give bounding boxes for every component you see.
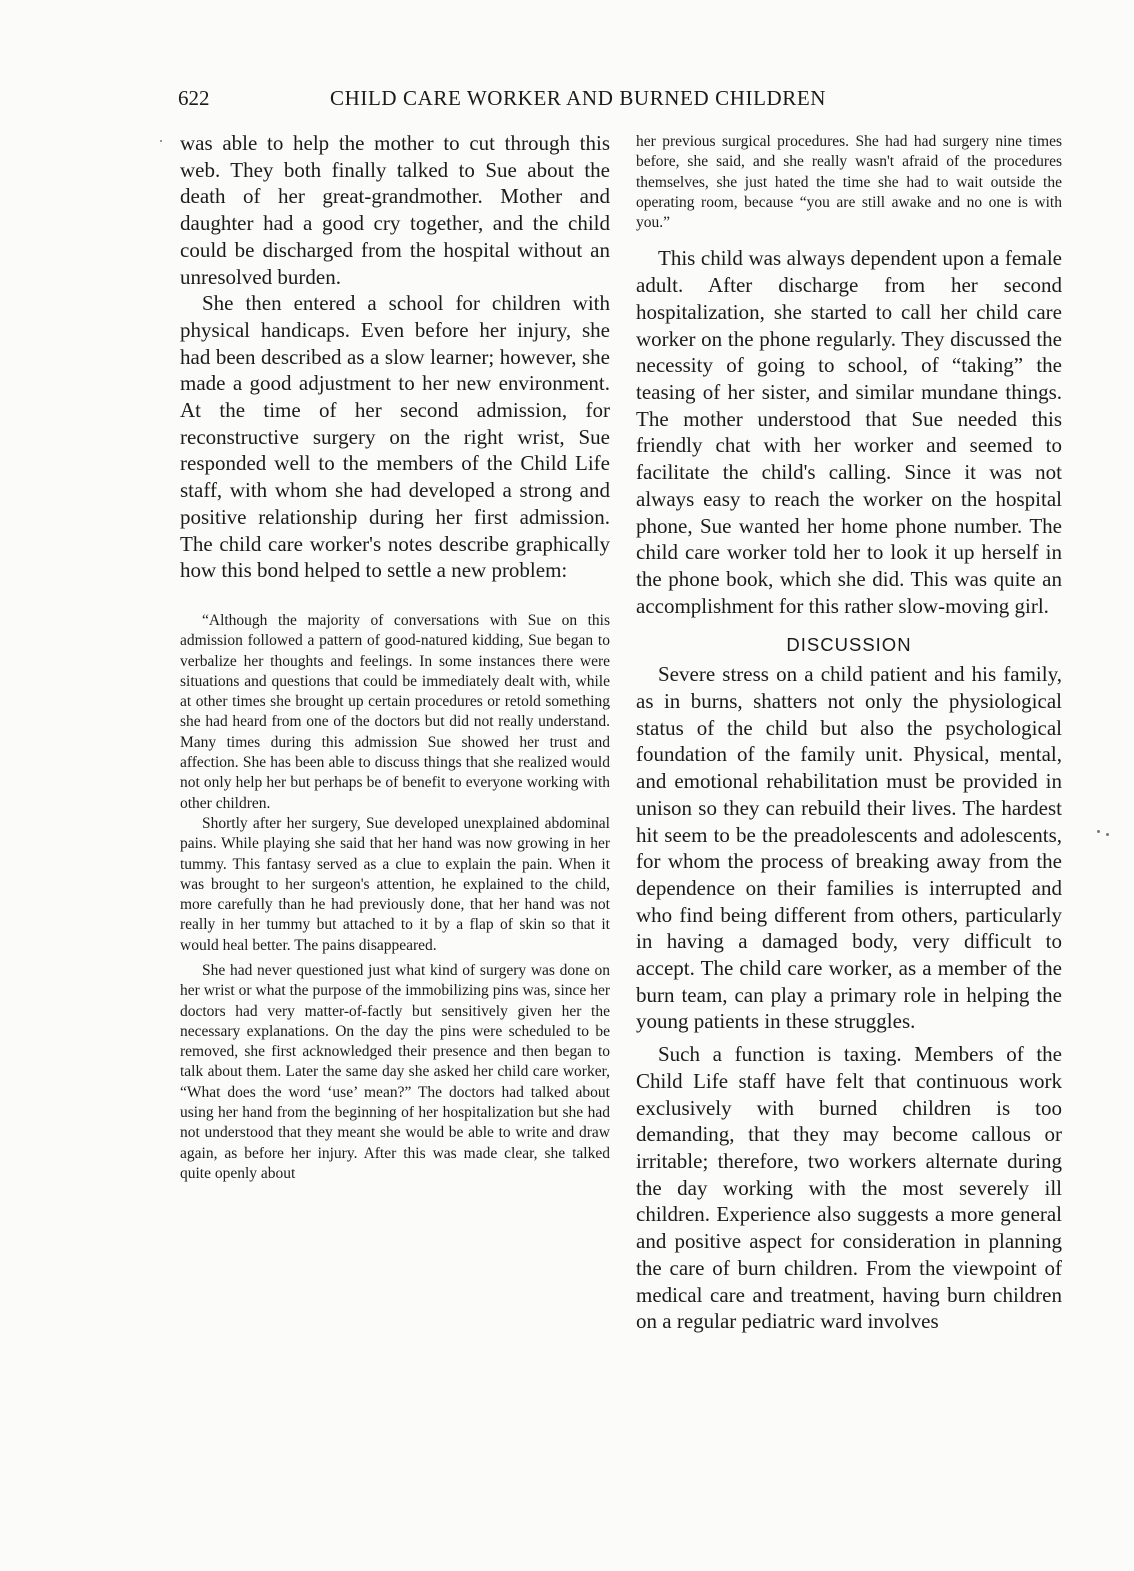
scan-speck (1106, 833, 1109, 836)
block-quote-paragraph: She had never questioned just what kind of surgery was done on her wrist or what the purpose of the immobilizing pins was, since her doctors had very matter-of-factly but sensitively given her the necessary explanations. On the day the pins were scheduled to be removed, she first acknowledged their presence and then began to talk about them. Later the same day she asked her child care worker, “What does the word ‘use’ mean?” The doctors had talked about using her hand from the beginning of her hospitalization but she had not understood that they meant she would be able to write and draw again, as before her injury. After this was made clear, she talked quite openly about (180, 962, 610, 1182)
paragraph: This child was always dependent upon a female adult. After discharge from her second hospitalization, she started to call her child care worker on the phone regularly. They discussed the necessity of going to school, of “taking” the teasing of her sister, and similar mundane things. The mother understood that Sue needed this friendly chat with her worker and seemed to facilitate the child's calling. Since it was not always easy to reach the worker on the hospital phone, Sue wanted her home phone number. The child care worker told her to look it up herself in the phone book, which she did. This was quite an accomplishment for this rather slow-moving girl. (636, 246, 1062, 618)
section-heading: DISCUSSION (786, 634, 912, 656)
page-header (178, 86, 1060, 116)
paragraph: She then entered a school for children with physical handicaps. Even before her injury, she had been described as a slow learner; however, she made a good adjustment to her new environment. At the time of her second admission, for reconstructive surgery on the right wrist, Sue responded well to the members of the Child Life staff, with whom she had developed a strong and positive relationship during her first admission. The child care worker's notes describe graphically how this bond helped to settle a new problem: (180, 291, 610, 583)
paragraph: was able to help the mother to cut through this web. They both finally talked to Sue about the death of her great-grandmother. Mother and daughter had a good cry together, and the child could be discharged from the hospital without an unresolved burden. (180, 131, 610, 289)
left-column (180, 130, 610, 1184)
running-title: CHILD CARE WORKER AND BURNED CHILDREN (330, 86, 827, 110)
block-quote-paragraph: Shortly after her surgery, Sue developed unexplained abdominal pains. While playing she said that her hand was now growing in her tummy. This fantasy served as a clue to explain the pain. When it was brought to her surgeon's attention, he explained to the child, more carefully than he had previously done, that her hand was not really in her tummy but attached to it by a flap of skin so that it would heal better. The pains disappeared. (180, 814, 610, 954)
paragraph: Such a function is taxing. Members of the Child Life staff have felt that continuous work exclusively with burned children is too demanding, that they may become callous or irritable; therefore, two workers alternate during the day working with the most severely ill children. Experience also suggests a more general and positive aspect for consideration in planning the care of burn children. From the viewpoint of medical care and treatment, having burn children on a regular pediatric ward involves (636, 1042, 1062, 1334)
right-column (636, 132, 1062, 1335)
paragraph: Severe stress on a child patient and his family, as in burns, shatters not only the physiological status of the child but also the psychological foundation of the family unit. Physical, mental, and emotional rehabilitation must be provided in unison so they can rebuild their lives. The hardest hit seem to be the preadolescents and adolescents, for whom the process of breaking away from the dependence on their families is interrupted and who find being different from others, particularly in having a damaged body, very difficult to accept. The child care worker, as a member of the burn team, can play a primary role in helping the young patients in these struggles. (636, 662, 1062, 1034)
block-quote-paragraph: “Although the majority of conversations with Sue on this admission followed a pattern of good-natured kidding, Sue began to verbalize her thoughts and feelings. In some instances there were situations and questions that could be immediately dealt with, while at other times she brought up certain procedures or retold something she had heard from one of the doctors but did not really understand. Many times during this admission Sue showed her trust and affection. She has been able to discuss things that she realized would not only help her but perhaps be of benefit to everyone working with other children. (180, 611, 610, 812)
scan-speck (1097, 830, 1100, 833)
scan-speck (160, 140, 162, 142)
page-number: 622 (178, 86, 210, 110)
block-quote-paragraph: her previous surgical procedures. She had had surgery nine times before, she said, and she really wasn't afraid of the procedures themselves, she just hated the time she had to wait outside the operating room, because “you are still awake and no one is with you.” (636, 133, 1062, 232)
